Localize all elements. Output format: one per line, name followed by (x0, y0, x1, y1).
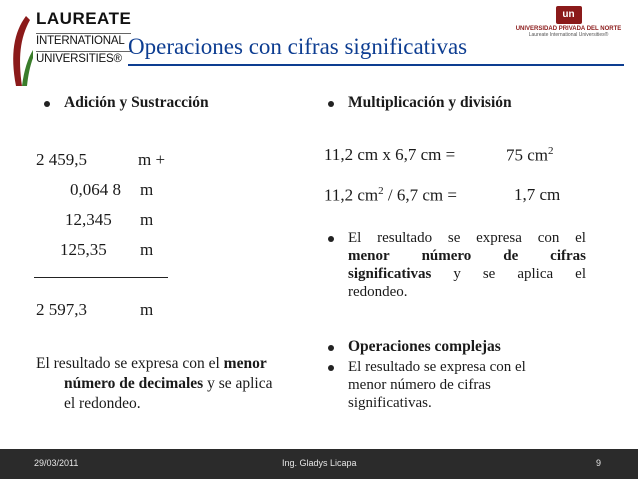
logo-line1: LAUREATE (36, 9, 132, 28)
footer-page-number: 9 (596, 458, 602, 468)
row-unit-2: m (140, 180, 154, 199)
complex-line2: menor número de cifras (348, 377, 491, 393)
logo-line3: UNIVERSITIES® (36, 51, 131, 66)
equation-1-rhs (506, 145, 554, 166)
row-value-4: 125,35 (60, 240, 107, 259)
note-post1: y se aplica (207, 375, 273, 392)
footer-bar (0, 449, 638, 479)
slide-title: Operaciones con cifras significativas (128, 34, 468, 59)
right-heading: Multiplicación y división (348, 94, 512, 111)
left-note (36, 354, 273, 414)
title-divider (128, 64, 624, 66)
complex-heading: Operaciones complejas (348, 338, 501, 355)
laureate-emblem-icon (8, 14, 34, 88)
rule-line2: menor número de cifras (348, 248, 586, 264)
sum-line (34, 277, 168, 278)
left-heading: Adición y Sustracción (64, 94, 209, 111)
equation-2-lhs-a: 11,2 cm (324, 185, 379, 205)
result-value: 2 597,3 (36, 300, 87, 319)
note-bold1: menor (223, 355, 267, 372)
upn-tagline: Laureate International Universities® (528, 32, 609, 38)
rule-line1: El resultado se expresa con el (348, 230, 586, 246)
equation-1-exponent: 2 (548, 145, 554, 157)
equation-2-lhs (324, 185, 457, 206)
complex-text (348, 358, 526, 412)
note-post2: el redondeo. (64, 395, 141, 412)
equation-2-exponent: 2 (378, 185, 384, 197)
result-unit: m (140, 300, 154, 319)
upn-name: UNIVERSIDAD PRIVADA DEL NORTE (515, 26, 622, 32)
logo-line2: INTERNATIONAL (36, 33, 131, 48)
row-value-2: 0,064 8 (70, 180, 121, 199)
equation-1-lhs: 11,2 cm x 6,7 cm = (324, 145, 456, 164)
upn-mark-icon: un (556, 6, 582, 24)
row-value-1: 2 459,5 (36, 150, 87, 169)
row-unit-3: m (140, 210, 154, 229)
row-unit-4: m (140, 240, 154, 259)
row-unit-1: m + (138, 150, 166, 169)
equation-2-rhs: 1,7 cm (514, 185, 561, 204)
rule-line4: redondeo. (348, 284, 408, 300)
footer-date: 29/03/2011 (34, 458, 79, 468)
note-pre: El resultado se expresa con el (36, 355, 220, 372)
laureate-logo (8, 8, 132, 88)
rule-bold2: significativas (348, 266, 432, 282)
row-value-3: 12,345 (65, 210, 112, 229)
footer-author: Ing. Gladys Licapa (282, 458, 357, 468)
note-bold2: número de decimales (64, 375, 204, 392)
complex-line1: El resultado se expresa con el (348, 359, 526, 375)
rule-text (348, 229, 586, 301)
upn-logo (511, 6, 626, 42)
complex-line3: significativas. (348, 395, 432, 411)
rule-line3: significativas y se aplica el (348, 266, 586, 282)
equation-1-result: 75 cm (506, 145, 549, 165)
equation-2-lhs-b: / 6,7 cm = (387, 185, 457, 205)
